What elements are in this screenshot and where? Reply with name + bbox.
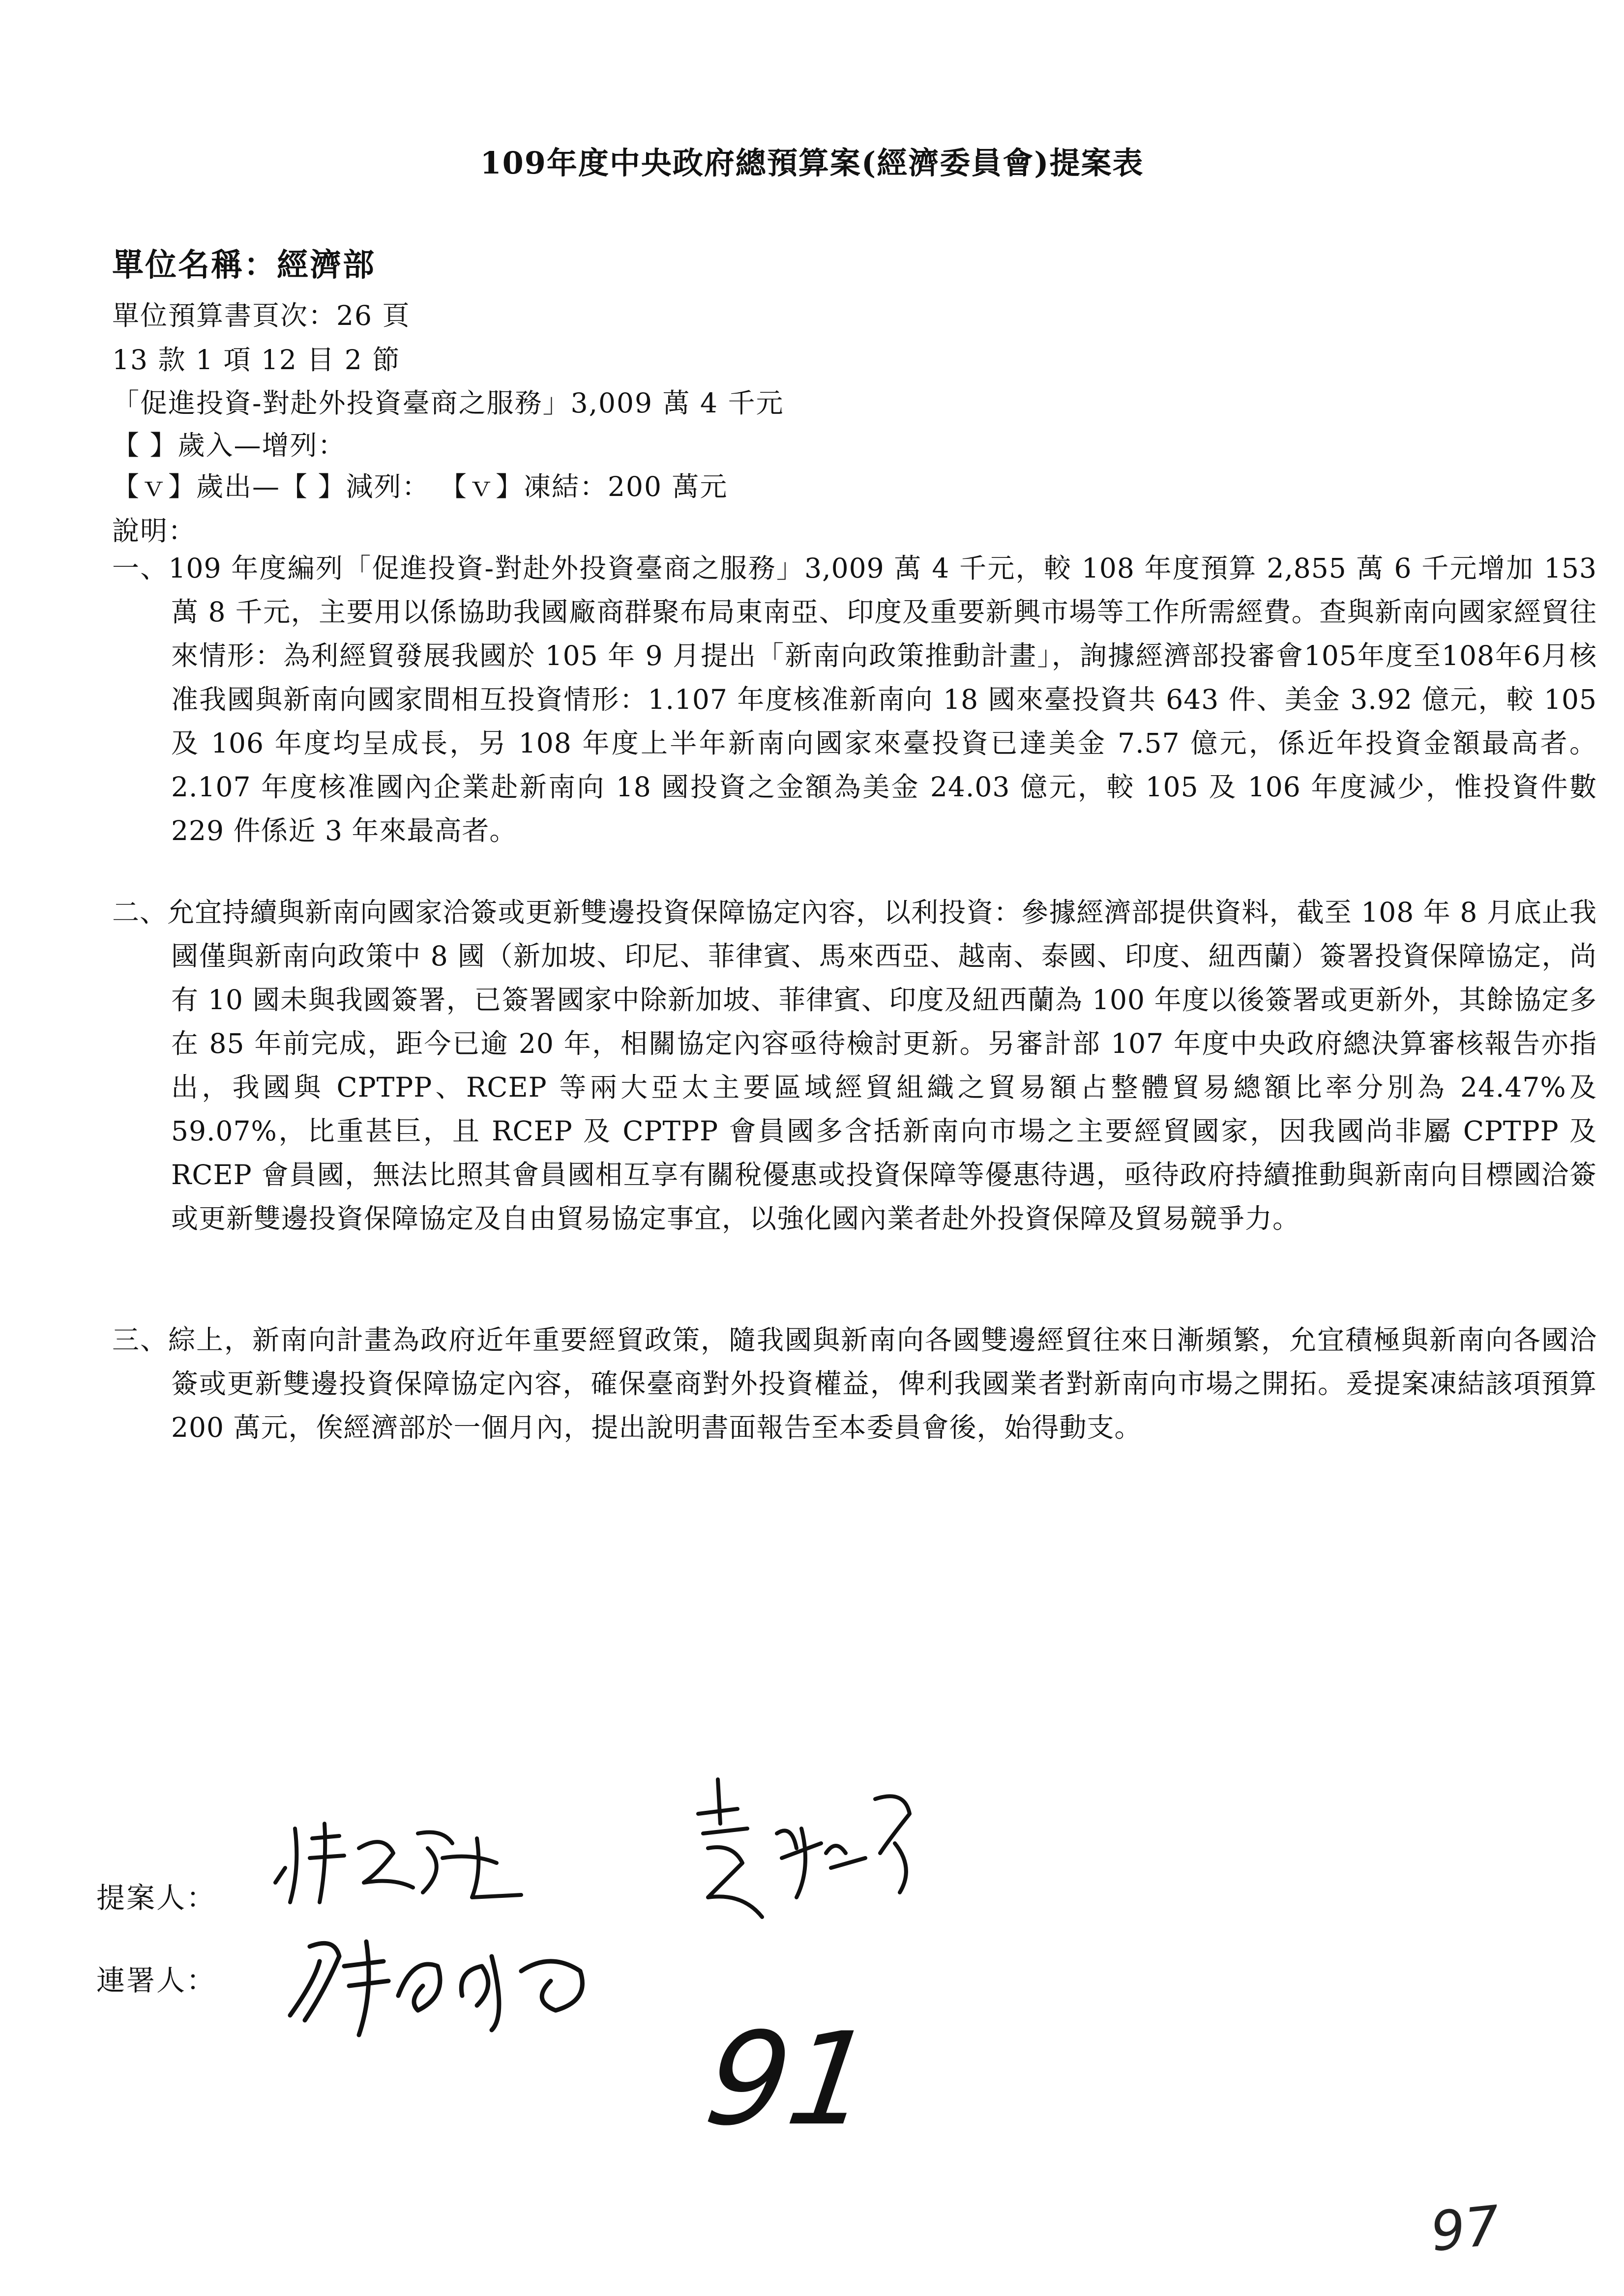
revenue-line: 【 】歲入—增列：: [112, 430, 346, 461]
page-number: 97: [1427, 2194, 1503, 2264]
explanation-paragraph-2: 二、允宜持續與新南向國家洽簽或更新雙邊投資保障協定內容，以利投資：參據經濟部提供資料，截至 108 年 8 月底止我國僅與新南向政策中 8 國（新加坡、印尼、菲律賓、馬來西亞、越南、泰國、印度、紐西蘭）簽署投資保障協定，尚有 10 國未與我國簽署，已簽署國家中除新加坡、菲律賓、印度及紐西蘭為 100 年度以後簽署或更新外，其餘協定多在 85 年前完成，距今已逾 20 年，相關協定內容亟待檢討更新。另審計部 107 年度中央政府總決算審核報告亦指出，我國與 CPTPP、RCEP 等兩大亞太主要區域經貿組織之貿易額占整體貿易總額比率分別為 24.47%及 59.07%，比重甚巨，且 RCEP 及 CPTPP 會員國多含括新南向市場之主要經貿國家，因我國尚非屬 CPTPP 及 RCEP 會員國，無法比照其會員國相互享有關稅優惠或投資保障等優惠待遇，亟待政府持續推動與新南向目標國洽簽或更新雙邊投資保障協定及自由貿易協定事宜，以強化國內業者赴外投資保障及貿易競爭力。: [112, 897, 1597, 1234]
proposer-label: 提案人：: [96, 1881, 217, 1915]
expense-freeze-line: 【ｖ】歲出—【 】減列： 【ｖ】凍結：200 萬元: [112, 471, 728, 502]
proposer-signature-2: [679, 1770, 934, 1937]
proposer-signature: [266, 1809, 541, 1912]
document-title: 109年度中央政府總預算案(經濟委員會)提案表: [480, 145, 1144, 181]
explanation-paragraph-1: 一、109 年度編列「促進投資-對赴外投資臺商之服務」3,009 萬 4 千元，較 108 年度預算 2,855 萬 6 千元增加 153 萬 8 千元，主要用以係協助我國廠商群聚布局東南亞、印度及重要新興市場等工作所需經費。查與新南向國家經貿往來情形：為利經貿發展我國於 105 年 9 月提出「新南向政策推動計畫」，詢據經濟部投審會105年度至108年6月核准我國與新南向國家間相互投資情形：1.107 年度核准新南向 18 國來臺投資共 643 件、美金 3.92 億元，較 105 及 106 年度均呈成長，另 108 年度上半年新南向國家來臺投資已達美金 7.57 億元，係近年投資金額最高者。2.107 年度核准國內企業赴新南向 18 國投資之金額為美金 24.03 億元，較 105 及 106 年度減少，惟投資件數 229 件係近 3 年來最高者。: [112, 552, 1597, 846]
explanation-paragraph-3: 三、綜上，新南向計畫為政府近年重要經貿政策，隨我國與新南向各國雙邊經貿往來日漸頻繁，允宜積極與新南向各國洽簽或更新雙邊投資保障協定內容，確保臺商對外投資權益，俾利我國業者對新南向市場之開拓。爰提案凍結該項預算 200 萬元，俟經濟部於一個月內，提出說明書面報告至本委員會後，始得動支。: [112, 1324, 1597, 1443]
cosigner-label: 連署人：: [96, 1964, 217, 1997]
explanation-label: 說明：: [112, 515, 197, 547]
cosigner-signature: [275, 1917, 610, 2045]
program-line: 「促進投資-對赴外投資臺商之服務」3,009 萬 4 千元: [112, 387, 784, 419]
unit-name: 單位名稱：經濟部: [112, 247, 376, 284]
handwritten-number: 91: [697, 2005, 882, 2154]
item-code-line: 13 款 1 項 12 目 2 節: [112, 344, 401, 376]
budget-page-line: 單位預算書頁次：26 頁: [112, 300, 411, 331]
